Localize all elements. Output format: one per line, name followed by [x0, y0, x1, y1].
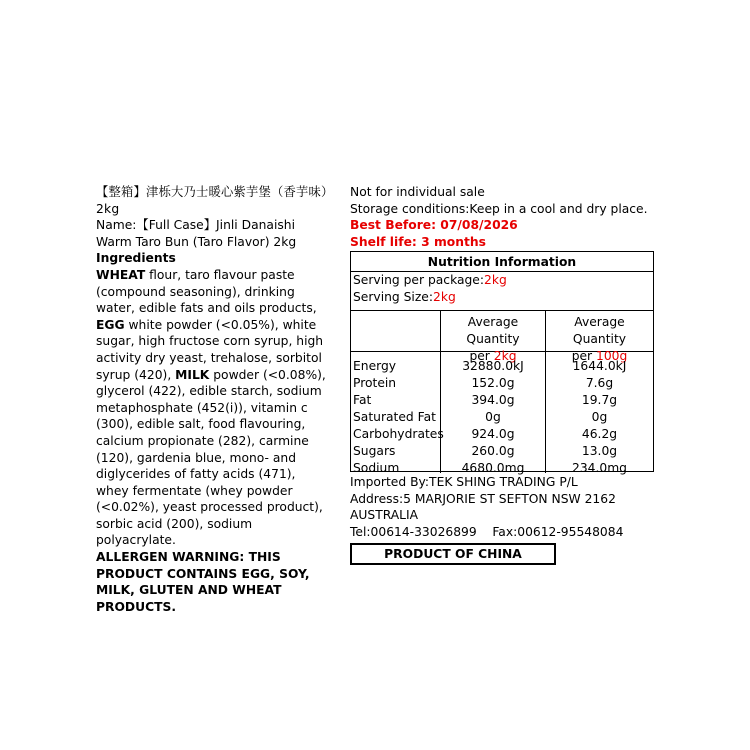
- per-package-value: 260.0g: [471, 444, 515, 458]
- serving-per-package-value: 2kg: [484, 273, 507, 287]
- serving-per-package-label: Serving per package:: [353, 273, 485, 287]
- per-100g-value: 7.6g: [585, 376, 614, 390]
- storage-conditions: Storage conditions:Keep in a cool and dry place.: [350, 201, 648, 216]
- importer-address: Address:5 MARJORIE ST SEFTON NSW 2162 AUSTRALIA: [350, 491, 616, 523]
- header-per-100g: [545, 311, 653, 363]
- nutrient-name: Sugars: [353, 444, 396, 458]
- serving-size: [351, 289, 653, 310]
- nutrition-table: [350, 251, 654, 475]
- per-100g-value: 0g: [591, 410, 608, 424]
- per-package-value: 152.0g: [471, 376, 515, 390]
- header-per-package-unit: 2kg: [493, 349, 517, 363]
- importer-info: [350, 474, 660, 540]
- per-package-value: 924.0g: [471, 427, 515, 441]
- header-per-100g-unit: 100g: [596, 349, 628, 363]
- product-info-column: [96, 184, 328, 615]
- serving-size-value: 2kg: [433, 290, 456, 304]
- storage-info: [350, 184, 660, 250]
- ingredients-part-2: white powder (<0.05%), white sugar, high fructose corn syrup, high activity dry yeast, trehalose, sorbitol syrup (420),: [96, 317, 324, 382]
- nutrient-name: Sodium: [353, 461, 400, 475]
- per-100g-value: 46.2g: [581, 427, 618, 441]
- telephone: Tel:00614-33026899: [350, 524, 477, 539]
- header-per-100g-prefix: per: [571, 349, 597, 363]
- fax: Fax:00612-95548084: [492, 524, 624, 539]
- per-package-value: 32880.0kJ: [462, 359, 524, 373]
- header-per-package: [440, 311, 545, 363]
- allergen-milk: MILK: [175, 367, 210, 382]
- product-name-chinese: 【整箱】津栎大乃士暖心紫芋堡（香芋味）2kg: [96, 185, 328, 216]
- allergen-egg: EGG: [96, 317, 125, 332]
- per-100g-column: [545, 352, 653, 473]
- per-100g-value: 1644.0kJ: [572, 359, 627, 373]
- per-package-column: [440, 352, 545, 473]
- ingredients-part-3: powder (<0.08%), glycerol (422), edible starch, sodium metaphosphate (452(i)), vitamin c (300), edible salt, food flavouring, calcium propionate (282), carmine (120), gardenia blue, mono- and diglycerides of fatty acids (471), whey fermentate (whey powder (<0.02%), yeast processed product), sorbic acid (200), sodium polyacrylate.: [96, 367, 326, 548]
- per-100g-value: 13.0g: [581, 444, 618, 458]
- serving-per-package: [351, 271, 653, 289]
- ingredients-part-1: flour, taro flavour paste (compound seasoning), drinking water, edible fats and oils products,: [96, 267, 317, 316]
- best-before-date: Best Before: 07/08/2026: [350, 218, 518, 233]
- per-100g-value: 19.7g: [581, 393, 618, 407]
- shelf-life: Shelf life: 3 months: [350, 234, 486, 249]
- nutrient-name: Carbohydrates: [353, 427, 444, 441]
- nutrient-name: Protein: [353, 376, 397, 390]
- allergen-wheat: WHEAT: [96, 267, 146, 282]
- ingredients-list: [96, 267, 328, 549]
- per-package-value: 4680.0mg: [461, 461, 525, 475]
- serving-size-label: Serving Size:: [353, 290, 434, 304]
- nutrition-title: Nutrition Information: [427, 255, 577, 269]
- allergen-warning: ALLERGEN WARNING: THIS PRODUCT CONTAINS EGG, SOY, MILK, GLUTEN AND WHEAT PRODUCTS.: [96, 550, 310, 614]
- header-per-package-prefix: per: [469, 349, 494, 363]
- per-package-value: 0g: [485, 410, 501, 424]
- header-per-100g-title: Average Quantity: [572, 315, 627, 346]
- nutrient-name: Energy: [353, 359, 397, 373]
- contact-line: [350, 524, 660, 541]
- country-of-origin-box: PRODUCT OF CHINA: [350, 543, 556, 565]
- per-100g-value: 234.0mg: [572, 461, 627, 475]
- nutrition-body: [351, 351, 653, 473]
- ingredients-heading: Ingredients: [96, 251, 176, 266]
- per-package-value: 394.0g: [471, 393, 515, 407]
- header-blank-cell: [351, 311, 440, 351]
- nutrition-header-row: [351, 310, 653, 363]
- product-name-english: Name:【Full Case】Jinli Danaishi Warm Taro Bun (Taro Flavor) 2kg: [96, 218, 297, 249]
- nutrient-name: Saturated Fat: [353, 410, 436, 424]
- nutrient-names-column: [351, 352, 444, 475]
- imported-by: Imported By:TEK SHING TRADING P/L: [350, 475, 578, 489]
- nutrient-name: Fat: [353, 393, 372, 407]
- not-for-individual-sale: Not for individual sale: [350, 185, 485, 199]
- header-per-package-title: Average Quantity: [466, 315, 520, 346]
